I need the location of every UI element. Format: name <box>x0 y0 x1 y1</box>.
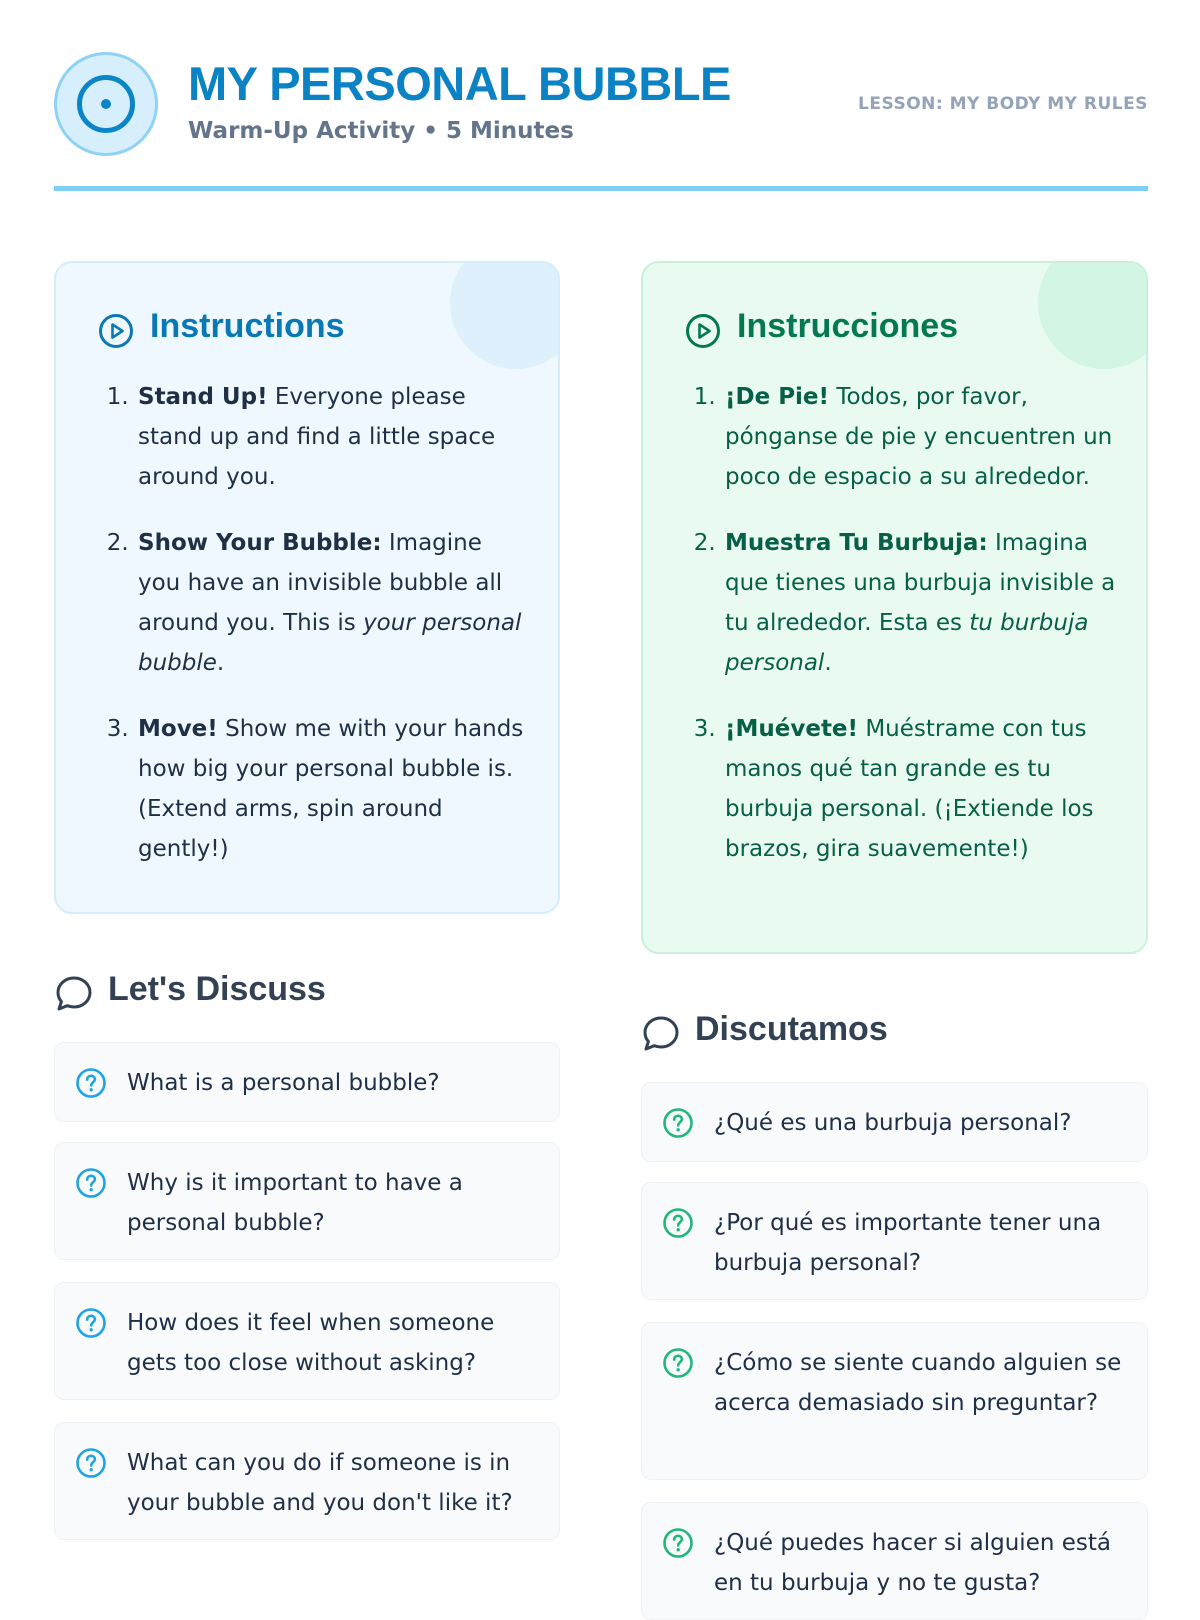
question-text: What can you do if someone is in your bubble and you don't like it? <box>127 1450 513 1516</box>
instructions-title: Instructions <box>150 307 345 345</box>
question-text: ¿Por qué es importante tener una burbuja personal? <box>714 1210 1102 1276</box>
instruction-steps <box>693 377 1116 895</box>
question-card <box>54 1282 560 1400</box>
bubble-logo-icon <box>54 52 158 156</box>
chat-bubble-icon <box>54 974 94 1014</box>
instruction-step: 1. Stand Up! Everyone please stand up and find a little space around you. <box>136 377 528 497</box>
question-circle-icon <box>662 1527 694 1559</box>
instructions-card-english <box>54 261 560 914</box>
instruction-steps <box>106 377 528 895</box>
question-card <box>54 1422 560 1540</box>
page-subtitle: Warm-Up Activity • 5 Minutes <box>188 118 574 144</box>
question-circle-icon <box>75 1447 107 1479</box>
question-circle-icon <box>75 1067 107 1099</box>
question-circle-icon <box>662 1107 694 1139</box>
question-text: Why is it important to have a personal bubble? <box>127 1170 463 1236</box>
question-card <box>641 1182 1148 1300</box>
question-card <box>641 1322 1148 1480</box>
question-text: How does it feel when someone gets too close without asking? <box>127 1310 495 1376</box>
instructions-title: Instrucciones <box>737 307 959 345</box>
decorative-circle <box>450 261 560 369</box>
question-card <box>641 1082 1148 1162</box>
play-circle-icon <box>685 313 721 349</box>
instruction-step: 3. Move! Show me with your hands how big your personal bubble is. (Extend arms, spin around gently!) <box>136 709 528 869</box>
play-circle-icon <box>98 313 134 349</box>
instruction-step: 2. Muestra Tu Burbuja: Imagina que tienes una burbuja invisible a tu alrededor. Esta es tu burbuja personal. <box>723 523 1116 683</box>
decorative-circle <box>1038 261 1148 369</box>
chat-bubble-icon <box>641 1014 681 1054</box>
instructions-card-spanish <box>641 261 1148 954</box>
instruction-step: 1. ¡De Pie! Todos, por favor, pónganse de pie y encuentren un poco de espacio a su alrededor. <box>723 377 1116 497</box>
question-text: What is a personal bubble? <box>127 1070 440 1096</box>
instruction-step: 2. Show Your Bubble: Imagine you have an invisible bubble all around you. This is your personal bubble. <box>136 523 528 683</box>
discussion-title: Discutamos <box>695 1010 888 1048</box>
page-title: MY PERSONAL BUBBLE <box>188 57 731 110</box>
discussion-title: Let's Discuss <box>108 970 326 1008</box>
question-circle-icon <box>662 1347 694 1379</box>
header-divider <box>54 186 1148 191</box>
question-circle-icon <box>75 1167 107 1199</box>
instruction-step: 3. ¡Muévete! Muéstrame con tus manos qué tan grande es tu burbuja personal. (¡Extiende los brazos, gira suavemente!) <box>723 709 1116 869</box>
question-card <box>54 1142 560 1260</box>
question-text: ¿Qué es una burbuja personal? <box>714 1110 1072 1136</box>
question-circle-icon <box>75 1307 107 1339</box>
question-text: ¿Cómo se siente cuando alguien se acerca demasiado sin preguntar? <box>714 1350 1122 1416</box>
lesson-label: LESSON: MY BODY MY RULES <box>858 94 1148 114</box>
question-circle-icon <box>662 1207 694 1239</box>
page-header <box>54 52 1148 192</box>
question-card <box>54 1042 560 1122</box>
question-text: ¿Qué puedes hacer si alguien está en tu burbuja y no te gusta? <box>714 1530 1111 1596</box>
question-card <box>641 1502 1148 1620</box>
